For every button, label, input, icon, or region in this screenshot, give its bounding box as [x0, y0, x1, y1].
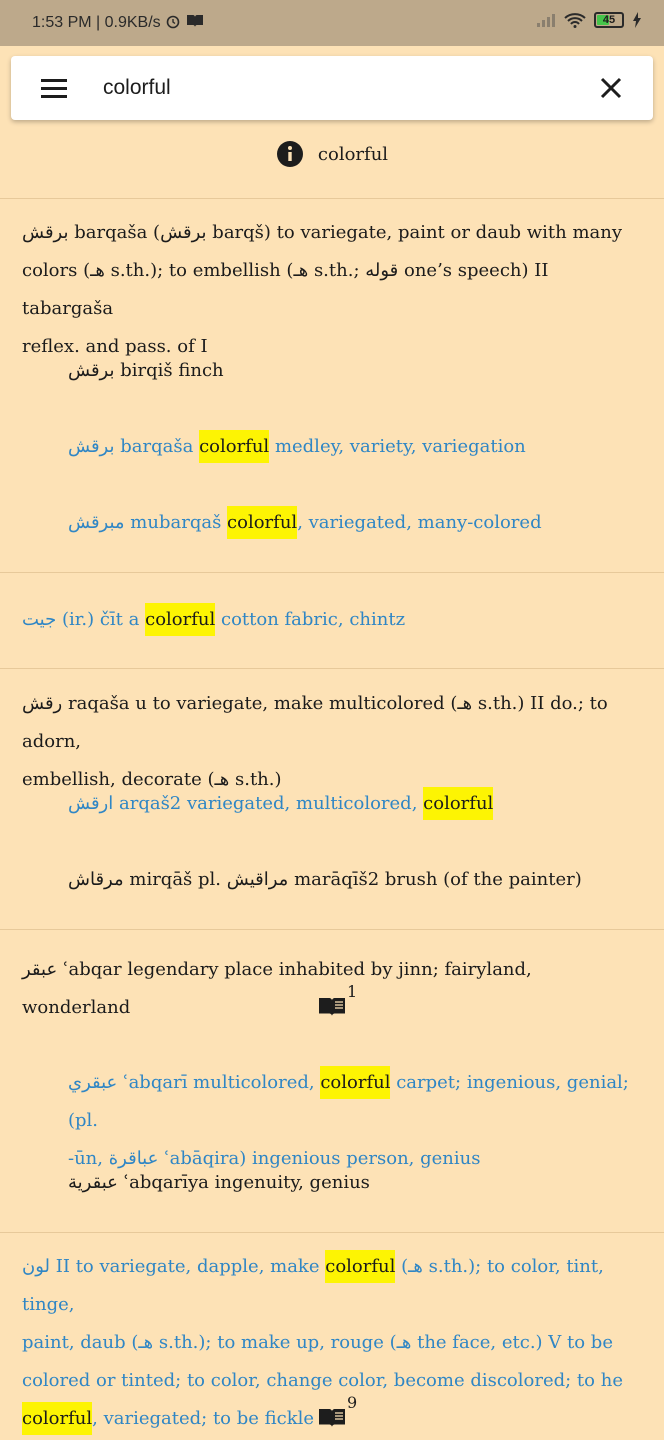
text: birqiš finch — [120, 360, 224, 381]
text: رقش — [22, 693, 63, 714]
search-input[interactable] — [103, 70, 563, 106]
text: برقش — [68, 360, 115, 381]
text: raqaša u to variegate, make multicolored (هـ s.th.) II do.; to adorn, — [22, 693, 608, 752]
text: برقش — [22, 222, 69, 243]
subentry-abqari[interactable] — [68, 1064, 648, 1178]
text: (ir.) čīt a — [61, 609, 140, 630]
text: مراقيش — [226, 869, 289, 890]
divider — [0, 1232, 664, 1233]
subentry-arqas[interactable] — [68, 785, 648, 823]
highlight: colorful — [227, 506, 297, 539]
text: ʿabqarī multicolored, — [123, 1072, 315, 1093]
signal-icon — [536, 12, 556, 28]
status-speed: 0.9KB/s — [104, 14, 161, 31]
charging-icon — [632, 12, 642, 28]
text: embellish, decorate (هـ s.th.) — [22, 769, 282, 790]
highlight: colorful — [320, 1066, 390, 1099]
text: -ūn, — [68, 1148, 103, 1169]
subentry-mubarqas[interactable] — [68, 504, 648, 542]
text: ارقش — [68, 793, 114, 814]
book-status-icon — [186, 13, 204, 29]
highlight: colorful — [22, 1402, 92, 1435]
subentry-barqasa[interactable] — [68, 428, 648, 466]
close-icon[interactable] — [599, 76, 623, 100]
text: medley, variety, variegation — [274, 436, 526, 457]
text: برقش — [68, 436, 115, 457]
text: عبقر — [22, 959, 58, 980]
info-icon — [276, 140, 304, 168]
battery-icon — [594, 12, 624, 28]
text: barqš) to variegate, paint or daub with many — [212, 222, 623, 243]
divider — [0, 198, 664, 199]
reference-count: 9 — [347, 1393, 358, 1412]
text: عباقرة — [108, 1148, 159, 1169]
divider — [0, 929, 664, 930]
wifi-icon — [564, 12, 586, 28]
text: ʿabqar legendary place inhabited by jinn; fairyland, wonderland — [22, 959, 532, 1018]
entry-cit[interactable] — [22, 601, 642, 639]
text: barqaša — [120, 436, 194, 457]
text: مرقاش — [68, 869, 124, 890]
subentry-abqariya — [68, 1164, 648, 1202]
reference-count: 1 — [347, 982, 358, 1001]
text: II to variegate, dapple, make — [55, 1256, 320, 1277]
highlight: colorful — [325, 1250, 395, 1283]
text: ʿabqarīya ingenuity, genius — [123, 1172, 370, 1193]
book-reference-icon[interactable] — [317, 1393, 358, 1429]
status-right — [536, 12, 642, 28]
status-bar — [0, 0, 664, 46]
divider — [0, 572, 664, 573]
text: cotton fabric, chintz — [220, 609, 406, 630]
text: colored or tinted; to color, change color, become discolored; to he — [22, 1370, 623, 1391]
text: marāqīš2 brush (of the painter) — [294, 869, 582, 890]
info-row — [0, 140, 664, 170]
divider — [0, 668, 664, 669]
text: colors (هـ s.th.); to embellish (هـ s.th.; قوله one’s speech) II tabargaša — [22, 260, 549, 319]
subentry-mirqas — [68, 861, 648, 899]
book-reference-icon[interactable] — [317, 982, 358, 1018]
status-left: 1:53 PM | 0.9KB/s — [32, 13, 204, 32]
text: جيت — [22, 609, 57, 630]
text: paint, daub (هـ s.th.); to make up, rouge (هـ the face, etc.) V to be — [22, 1332, 613, 1353]
text: برقش — [160, 222, 207, 243]
subentry-birqis — [68, 352, 648, 390]
highlight: colorful — [145, 603, 215, 636]
text: arqaš2 variegated, multicolored, — [118, 793, 418, 814]
text: , variegated; to be fickle — [92, 1408, 315, 1429]
info-text: colorful — [317, 143, 389, 165]
alarm-icon — [165, 13, 181, 29]
menu-icon[interactable] — [39, 76, 69, 100]
text: carpet; ingenious, genial; (pl. — [68, 1072, 629, 1131]
text: عبقرية — [68, 1172, 118, 1193]
text: لون — [22, 1256, 51, 1277]
reference-row — [0, 1393, 664, 1429]
text: (هـ s.th.); to color, tint, tinge, — [22, 1256, 604, 1315]
entry-barqasa — [22, 214, 642, 366]
text: , variegated, many-colored — [297, 512, 542, 533]
text: عبقري — [68, 1072, 118, 1093]
entry-raqasa — [22, 685, 642, 799]
highlight: colorful — [423, 787, 493, 820]
text: mirqāš pl. — [129, 869, 222, 890]
battery-level: 45 — [602, 14, 616, 26]
text: barqaša ( — [74, 222, 161, 243]
highlight: colorful — [199, 430, 269, 463]
text: مبرقش — [68, 512, 125, 533]
text: ʿabāqira) ingenious person, genius — [164, 1148, 481, 1169]
status-time: 1:53 PM — [32, 14, 92, 31]
text: mubarqaš — [130, 512, 222, 533]
text: reflex. and pass. of I — [22, 336, 208, 357]
search-bar — [11, 56, 653, 120]
